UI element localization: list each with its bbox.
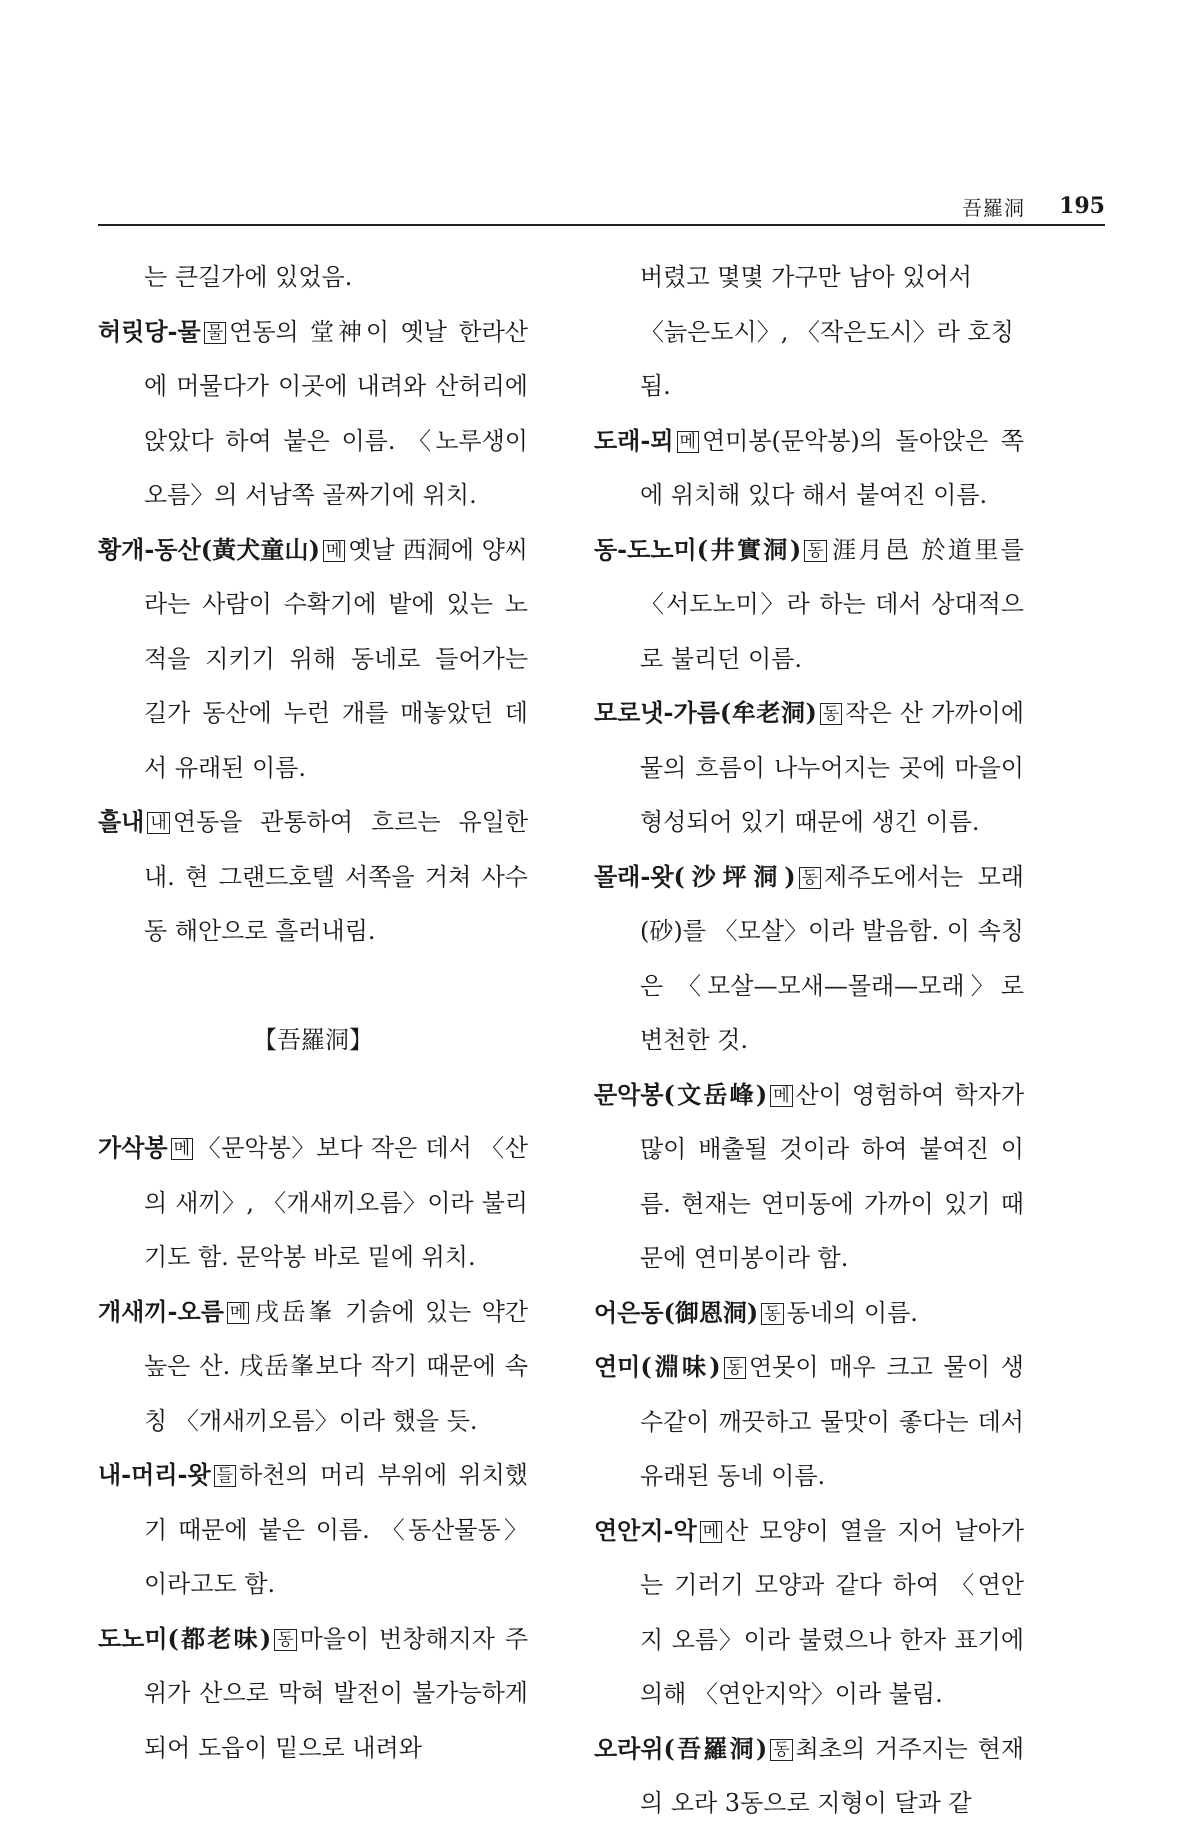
entry: [98, 1285, 528, 1449]
entry-text: 涯月邑 於道里를 〈서도노미〉라 하는 데서 상대적으로 불리던 이름.: [640, 535, 1024, 673]
section-title: 【吾羅洞】: [253, 1025, 373, 1054]
entry: [594, 523, 1024, 687]
entry: [98, 1448, 528, 1612]
category-tag: 메: [171, 1138, 193, 1160]
entry: [594, 1286, 1024, 1341]
entry-head: 허릿당-물: [98, 316, 201, 346]
entry-head: 모로냇-가름(牟老洞): [594, 698, 817, 727]
category-tag: 내: [147, 812, 169, 834]
category-tag: 메: [677, 431, 699, 453]
category-tag: 동: [804, 540, 826, 562]
entry: [98, 305, 528, 523]
entry: [98, 523, 528, 796]
entry-text: 마을이 번창해지자 주위가 산으로 막혀 발전이 불가능하게 되어 도읍이 밑으로 내려와: [144, 1624, 528, 1762]
entry-head: 흘내: [98, 807, 145, 836]
entry-head: 내-머리-왓: [98, 1460, 211, 1489]
page-number: 195: [1059, 193, 1105, 219]
category-tag: 동: [724, 1357, 746, 1379]
category-tag: 메: [700, 1521, 722, 1543]
entry-text: 동네의 이름.: [786, 1298, 918, 1327]
entry-head: 연미(淵味): [594, 1352, 721, 1381]
entry: [594, 1722, 1024, 1831]
entry-head: 동-도노미(井實洞): [594, 534, 802, 564]
entry-text: 하천의 머리 부위에 위치했기 때문에 붙은 이름. 〈동산물동〉이라고도 함.: [144, 1461, 528, 1598]
category-tag: 동: [274, 1629, 296, 1651]
entry: [98, 1121, 528, 1285]
entry: [594, 686, 1024, 850]
category-tag: 동: [799, 867, 821, 889]
continuation-text: 버렸고 몇몇 가구만 남아 있어서 〈늙은도시〉, 〈작은도시〉라 호칭됨.: [640, 263, 1014, 400]
category-tag: 메: [770, 1085, 792, 1107]
category-tag: 동: [820, 703, 842, 725]
page-header: [98, 192, 1105, 226]
entry-head: 오라위(吾羅洞): [594, 1733, 768, 1763]
entry: [594, 1504, 1024, 1722]
entry: [594, 1340, 1024, 1504]
entry-head: 가삭봉: [98, 1133, 168, 1162]
entry-head: 개새끼-오름: [98, 1296, 224, 1326]
entry-text: 산 모양이 열을 지어 날아가는 기러기 모양과 같다 하여 〈연안지 오름〉이라 불렸으나 한자 표기에 의해 〈연안지악〉이라 불림.: [640, 1516, 1024, 1708]
category-tag: 들: [214, 1465, 236, 1487]
entry-head: 연안지-악: [594, 1515, 697, 1545]
category-tag: 메: [323, 540, 345, 562]
entry-text: 연동의 堂神이 옛날 한라산에 머물다가 이곳에 내려와 산허리에 앉았다 하여 붙은 이름. 〈노루생이오름〉의 서남쪽 골짜기에 위치.: [144, 317, 528, 509]
entry: [98, 1612, 528, 1776]
entry-head: 도노미(都老味): [98, 1623, 272, 1653]
category-tag: 메: [227, 1302, 249, 1324]
right-column: [594, 250, 1024, 1831]
entry: [594, 850, 1024, 1068]
running-title: 吾羅洞: [962, 195, 1026, 220]
category-tag: 물: [204, 322, 226, 344]
entry-head: 황개-동산(黃犬童山): [98, 534, 320, 564]
entry-head: 문악봉(文岳峰): [594, 1079, 768, 1109]
entry: [594, 1068, 1024, 1286]
entry-head: 몰래-왓(沙坪洞): [594, 861, 796, 891]
entry: [594, 414, 1024, 523]
entry-text: 작은 산 가까이에 물의 흐름이 나누어지는 곳에 마을이 형성되어 있기 때문에 생긴 이름.: [640, 699, 1024, 836]
entry-text: 연동을 관통하여 흐르는 유일한 내. 현 그랜드호텔 서쪽을 거쳐 사수동 해안으로 흘러내림.: [144, 808, 528, 945]
category-tag: 동: [770, 1739, 792, 1761]
entry-text: 산이 영험하여 학자가 많이 배출될 것이라 하여 붙여진 이름. 현재는 연미동에 가까이 있기 때문에 연미봉이라 함.: [640, 1080, 1024, 1272]
entry-head: 도래-뫼: [594, 425, 674, 455]
entry: [98, 795, 528, 959]
entry-text: 연못이 매우 크고 물이 생수같이 깨끗하고 물맛이 좋다는 데서 유래된 동네 이름.: [640, 1353, 1024, 1490]
entry-head: 어은동(御恩洞): [594, 1297, 759, 1327]
entry-text: 戌岳峯 기슭에 있는 약간 높은 산. 戌岳峯보다 작기 때문에 속칭 〈개새끼오름〉이라 했을 듯.: [144, 1297, 528, 1435]
entry-text: 연미봉(문악봉)의 돌아앉은 쪽에 위치해 있다 해서 붙여진 이름.: [640, 426, 1024, 509]
entry-text: 최초의 거주지는 현재의 오라 3동으로 지형이 달과 같: [640, 1734, 1024, 1817]
left-column: [98, 250, 528, 1775]
continuation-text: 는 큰길가에 있었음.: [144, 263, 353, 291]
category-tag: 동: [761, 1303, 783, 1325]
entry-text: 제주도에서는 모래(砂)를 〈모살〉이라 발음함. 이 속칭은 〈모살—모새—몰래—모래〉로 변천한 것.: [640, 862, 1024, 1054]
entry-text: 옛날 西洞에 양씨라는 사람이 수확기에 밭에 있는 노적을 지키기 위해 동네로 들어가는 길가 동산에 누런 개를 매놓았던 데서 유래된 이름.: [144, 535, 528, 782]
entry-text: 〈문악봉〉보다 작은 데서 〈산의 새끼〉, 〈개새끼오름〉이라 불리기도 함. 문악봉 바로 밑에 위치.: [144, 1134, 528, 1271]
